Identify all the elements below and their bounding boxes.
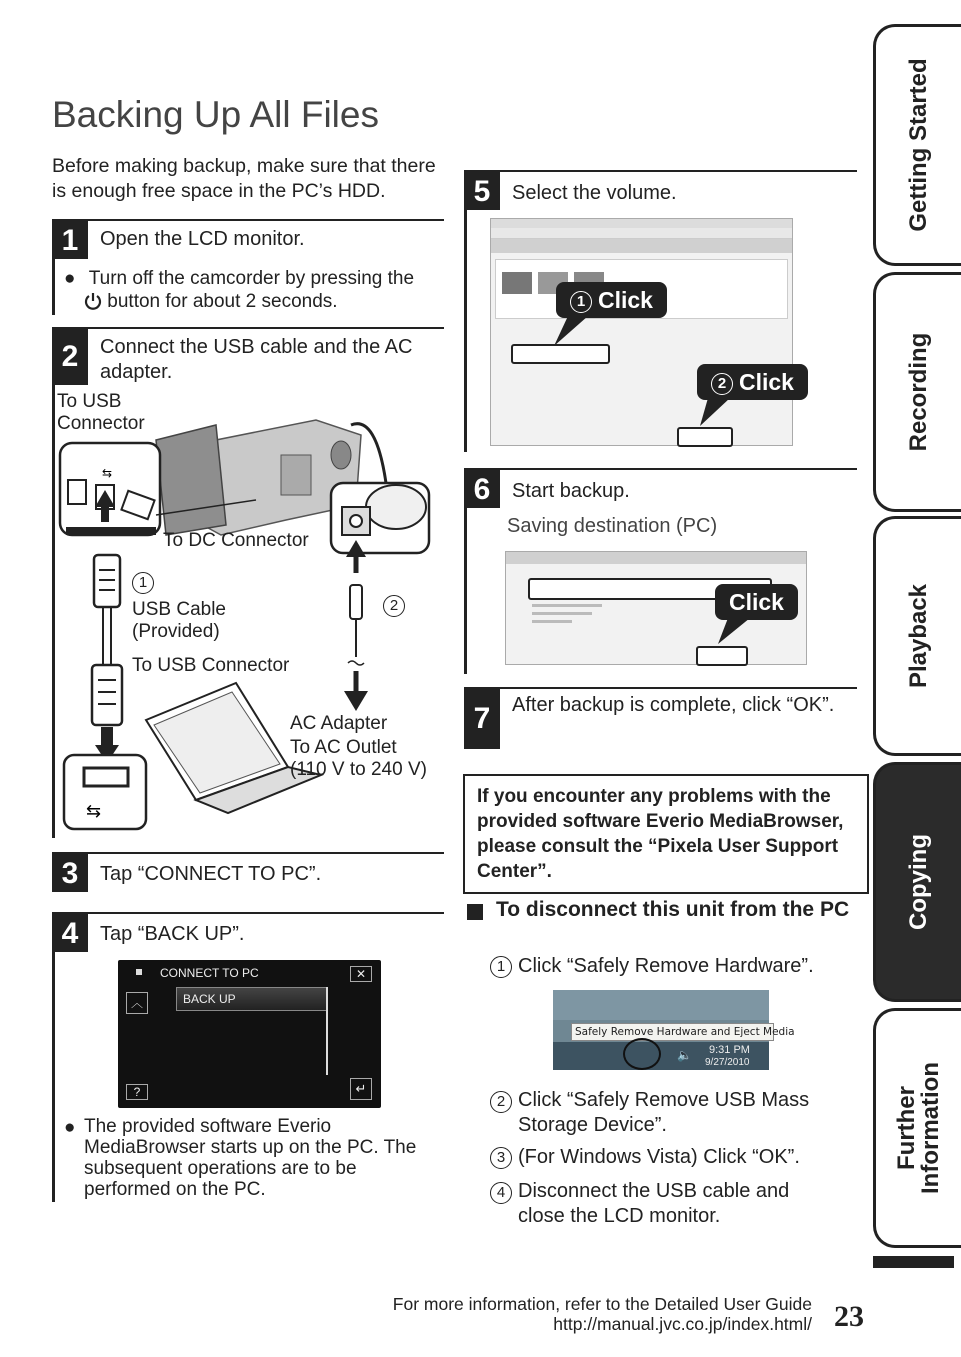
step-2 [52, 327, 444, 385]
step-5 [464, 170, 857, 212]
disconnect-step-3: 3 (For Windows Vista) Click “OK”. [490, 1146, 800, 1169]
saving-destination-label: Saving destination (PC) [507, 515, 718, 537]
step-number: 1 [52, 221, 88, 259]
step-7 [464, 687, 857, 749]
step-text: Start backup. [512, 480, 630, 502]
tab-getting-started[interactable]: Getting Started [873, 24, 961, 266]
section-marker-icon [467, 904, 483, 920]
scroll-up-icon[interactable]: ︿ [126, 992, 148, 1014]
disconnect-step-2: 2 Click “Safely Remove USB Mass Storage Device”. [490, 1088, 850, 1138]
label-to-dc-connector: To DC Connector [163, 530, 309, 551]
marker-1: 1 [132, 572, 154, 594]
tab-bottom-bar [873, 1256, 954, 1268]
step-4-bullet: ● The provided software Everio MediaBrowser starts up on the PC. The subsequent operations are to be performed on the PC. [64, 1116, 417, 1200]
lcd-screen [118, 960, 381, 1108]
step-1-bullet: ● Turn off the camcorder by pressing the button for about 2 seconds. [64, 268, 415, 312]
step-number: 4 [52, 914, 88, 952]
step-6 [464, 468, 857, 510]
step-text: After backup is complete, click “OK”. [512, 694, 835, 716]
marker-2: 2 [383, 595, 405, 617]
tab-recording[interactable]: Recording [873, 272, 961, 512]
step-number: 6 [464, 470, 500, 508]
disconnect-heading: To disconnect this unit from the PC [496, 898, 850, 921]
label-to-usb-connector-top: To USB Connector [57, 391, 145, 434]
footer-line-1: For more information, refer to the Detailed User Guide [392, 1294, 812, 1314]
step-3 [52, 852, 444, 894]
camcorder-lcd [156, 425, 226, 535]
svg-text:⇆: ⇆ [102, 466, 113, 480]
footer-url: http://manual.jvc.co.jp/index.html/ [553, 1314, 812, 1334]
footer [393, 1294, 812, 1334]
system-tray-screenshot [553, 990, 795, 1070]
back-up-button[interactable]: BACK UP [176, 987, 328, 1011]
support-note: If you encounter any problems with the provided software Everio MediaBrowser, please consult the “Pixela User Support Center”. [463, 774, 869, 894]
label-ac-adapter: AC Adapter [290, 713, 388, 734]
tray-date: 9/27/2010 [705, 1057, 750, 1068]
power-icon [84, 291, 107, 312]
step5-callout-2: 2 Click [697, 364, 808, 400]
step-number: 7 [464, 689, 500, 749]
step-4 [52, 912, 444, 954]
pc-usb-port-closeup [64, 755, 146, 829]
tab-further-information[interactable]: Further Information [873, 1008, 961, 1248]
svg-text:⇆: ⇆ [86, 801, 102, 822]
tray-time: 9:31 PM [709, 1044, 750, 1056]
tab-copying[interactable]: Copying [873, 762, 961, 1002]
close-icon[interactable]: ✕ [350, 966, 372, 982]
step-text: Select the volume. [512, 182, 677, 204]
label-voltage: (110 V to 240 V) [290, 759, 427, 780]
label-to-usb-connector: To USB Connector [132, 655, 290, 676]
step-text: Tap “CONNECT TO PC”. [100, 863, 322, 885]
step-number: 3 [52, 854, 88, 892]
label-usb-cable: USB Cable (Provided) [132, 599, 226, 642]
disconnect-step-1: 1 Click “Safely Remove Hardware”. [490, 955, 814, 978]
lcd-title: CONNECT TO PC [160, 966, 259, 980]
help-button[interactable]: ? [126, 1084, 148, 1100]
step-number: 5 [464, 172, 500, 210]
disconnect-step-4: 4 Disconnect the USB cable and close the LCD monitor. [490, 1179, 830, 1229]
safely-remove-icon[interactable] [623, 1038, 661, 1070]
tab-playback[interactable]: Playback [873, 516, 961, 756]
tray-tooltip: Safely Remove Hardware and Eject Media [571, 1023, 774, 1041]
return-icon[interactable]: ↵ [350, 1078, 372, 1100]
step-number: 2 [52, 329, 88, 385]
speaker-icon[interactable]: 🔈 [677, 1048, 692, 1062]
battery-icon [136, 969, 154, 975]
step-text: Open the LCD monitor. [100, 228, 305, 250]
page-title: Backing Up All Files [52, 94, 379, 135]
step-1 [52, 219, 444, 261]
intro-text: Before making backup, make sure that there is enough free space in the PC’s HDD. [52, 155, 436, 202]
mediabrowser-volume-screenshot [490, 218, 793, 446]
page-number: 23 [834, 1300, 864, 1333]
label-to-ac-outlet: To AC Outlet [290, 737, 397, 758]
step6-callout: Click [715, 584, 798, 620]
step5-callout-1: 1 Click [556, 282, 667, 318]
step-text: Tap “BACK UP”. [100, 923, 245, 945]
step-text: Connect the USB cable and the AC adapter. [100, 336, 413, 383]
scrollbar[interactable] [326, 987, 328, 1075]
